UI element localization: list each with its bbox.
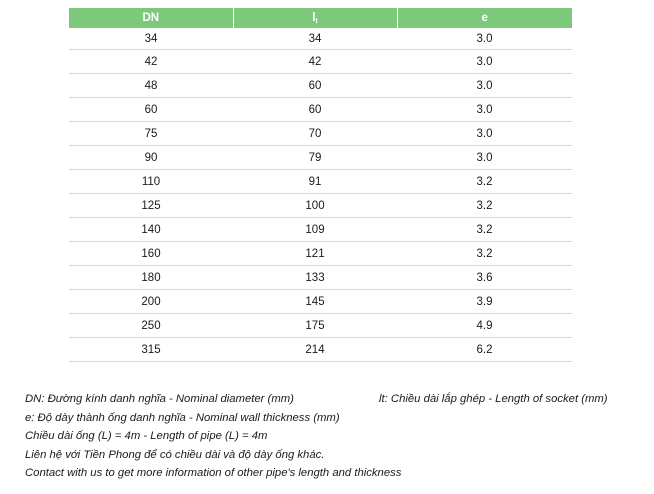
table-row <box>69 74 572 98</box>
cell-wall-thickness: 3.9 <box>397 290 572 314</box>
cell-dn: 48 <box>69 74 233 98</box>
note-dn: DN: Đường kính danh nghĩa - Nominal diameter (mm) <box>25 393 294 405</box>
note-contact-en: Contact with us to get more information of other pipe's length and thickness <box>25 467 402 479</box>
header-dn: DN <box>69 8 233 28</box>
table-row <box>69 266 572 290</box>
cell-socket-length: 175 <box>233 314 397 338</box>
cell-dn: 60 <box>69 98 233 122</box>
table-row <box>69 314 572 338</box>
cell-socket-length: 214 <box>233 338 397 362</box>
cell-dn: 90 <box>69 146 233 170</box>
cell-wall-thickness: 3.2 <box>397 194 572 218</box>
table-row <box>69 50 572 74</box>
table-row <box>69 290 572 314</box>
table-row <box>69 146 572 170</box>
table-row <box>69 98 572 122</box>
cell-dn: 315 <box>69 338 233 362</box>
cell-socket-length: 91 <box>233 170 397 194</box>
table-row <box>69 122 572 146</box>
cell-dn: 180 <box>69 266 233 290</box>
cell-dn: 42 <box>69 50 233 74</box>
cell-socket-length: 145 <box>233 290 397 314</box>
header-socket-length-subscript: t <box>315 17 318 25</box>
cell-wall-thickness: 6.2 <box>397 338 572 362</box>
table-body <box>69 28 572 362</box>
cell-dn: 160 <box>69 242 233 266</box>
note-line-1 <box>25 390 635 409</box>
cell-dn: 140 <box>69 218 233 242</box>
cell-dn: 125 <box>69 194 233 218</box>
note-wall-thickness: e: Độ dày thành ống danh nghĩa - Nominal wall thickness (mm) <box>25 411 340 424</box>
cell-wall-thickness: 3.0 <box>397 98 572 122</box>
cell-socket-length: 34 <box>233 28 397 50</box>
pipe-spec-table <box>69 8 572 362</box>
cell-socket-length: 42 <box>233 50 397 74</box>
note-pipe-length: Chiều dài ống (L) = 4m - Length of pipe (L) = 4m <box>25 430 268 442</box>
cell-socket-length: 60 <box>233 98 397 122</box>
note-contact-vi: Liên hệ với Tiền Phong để có chiều dài và độ dày ống khác. <box>25 448 325 461</box>
cell-wall-thickness: 4.9 <box>397 314 572 338</box>
table-row <box>69 218 572 242</box>
note-socket-length: lt: Chiều dài lắp ghép - Length of socket (mm) <box>379 393 608 405</box>
cell-wall-thickness: 3.2 <box>397 170 572 194</box>
cell-wall-thickness: 3.2 <box>397 242 572 266</box>
cell-wall-thickness: 3.0 <box>397 50 572 74</box>
cell-socket-length: 109 <box>233 218 397 242</box>
table-row <box>69 194 572 218</box>
cell-wall-thickness: 3.0 <box>397 122 572 146</box>
table-row <box>69 28 572 50</box>
cell-dn: 200 <box>69 290 233 314</box>
header-wall-thickness: e <box>397 8 572 28</box>
header-socket-length <box>233 8 397 28</box>
cell-wall-thickness: 3.0 <box>397 146 572 170</box>
cell-socket-length: 60 <box>233 74 397 98</box>
cell-dn: 110 <box>69 170 233 194</box>
notes-block <box>25 390 635 483</box>
cell-dn: 75 <box>69 122 233 146</box>
cell-wall-thickness: 3.0 <box>397 74 572 98</box>
cell-wall-thickness: 3.6 <box>397 266 572 290</box>
table-row <box>69 170 572 194</box>
cell-socket-length: 70 <box>233 122 397 146</box>
cell-socket-length: 133 <box>233 266 397 290</box>
table-header-row <box>69 8 572 28</box>
cell-wall-thickness: 3.0 <box>397 28 572 50</box>
table-row <box>69 338 572 362</box>
cell-wall-thickness: 3.2 <box>397 218 572 242</box>
cell-socket-length: 100 <box>233 194 397 218</box>
table-row <box>69 242 572 266</box>
header-socket-length-letter: l <box>312 11 316 24</box>
cell-socket-length: 121 <box>233 242 397 266</box>
cell-dn: 250 <box>69 314 233 338</box>
cell-socket-length: 79 <box>233 146 397 170</box>
cell-dn: 34 <box>69 28 233 50</box>
